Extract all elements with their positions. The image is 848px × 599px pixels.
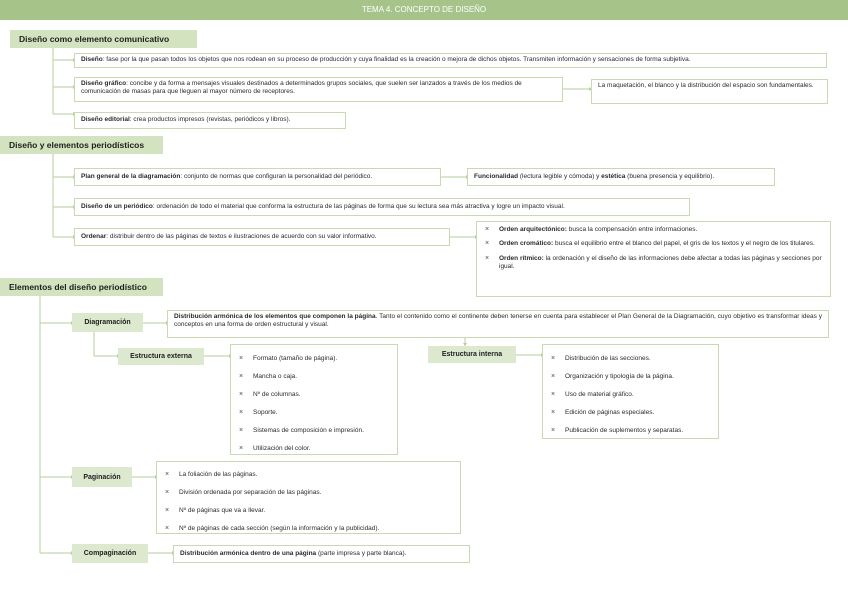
paginacion-node: Paginación bbox=[72, 467, 132, 487]
page-title: TEMA 4. CONCEPTO DE DISEÑO bbox=[0, 0, 848, 20]
orden-list bbox=[483, 226, 824, 272]
list-item: × Mancha o caja. bbox=[237, 368, 391, 386]
list-item: × Uso de material gráfico. bbox=[549, 386, 712, 404]
list-item: × División ordenada por separación de las páginas. bbox=[163, 484, 454, 502]
definition: (buena presencia y equilibrio). bbox=[625, 172, 715, 180]
diagramacion-definition-box bbox=[167, 310, 829, 338]
term: Ordenar bbox=[81, 232, 107, 240]
diseno-grafico-box bbox=[74, 77, 563, 102]
definition: (parte impresa y parte blanca). bbox=[316, 549, 407, 557]
list-item: × Formato (tamaño de página). bbox=[237, 350, 391, 368]
list-item: × Publicación de suplementos y separatas. bbox=[549, 422, 712, 440]
term: Diseño gráfico bbox=[81, 80, 127, 87]
tipos-orden-box bbox=[476, 221, 831, 297]
estructura-interna-list-box bbox=[542, 344, 719, 439]
paginacion-list bbox=[163, 466, 454, 538]
diseno-editorial-box bbox=[74, 112, 346, 129]
definition: : crea productos impresos (revistas, periódicos y libros). bbox=[129, 116, 291, 124]
list-item: × Organización y tipología de la página. bbox=[549, 368, 712, 386]
definition: : fase por la que pasan todos los objetos que nos rodean en su proceso de producción y cuya finalidad es la creación o mejora de dichos objetos. Transmiten información y sensaciones de forma subjetiva. bbox=[102, 56, 691, 64]
term: Plan general de la diagramación bbox=[81, 172, 181, 180]
list-item: × Orden arquitectónico: busca la compensación entre informaciones. bbox=[483, 226, 824, 234]
estructura-externa-node: Estructura externa bbox=[118, 348, 204, 365]
interna-list bbox=[549, 350, 712, 440]
estructura-externa-list-box bbox=[230, 344, 398, 455]
definition: : ordenación de todo el material que conforma la estructura de las páginas de forma que su lectura sea más atractiva y logre un impacto visual. bbox=[152, 202, 565, 210]
plan-general-box bbox=[74, 168, 441, 186]
term: Diseño de un periódico bbox=[81, 202, 153, 210]
diseno-periodico-box bbox=[74, 198, 690, 216]
diseno-definition-box bbox=[74, 53, 827, 68]
section-heading-diseno-comunicativo: Diseño como elemento comunicativo bbox=[10, 30, 197, 48]
term: estética bbox=[601, 172, 626, 180]
list-item: × Sistemas de composición e impresión. bbox=[237, 422, 391, 440]
definition: : concibe y da forma a mensajes visuales destinados a determinados grupos sociales, que suelen ser lanzados a través de los medios de comunicación de masas para que lleguen al mayor número de receptores. bbox=[81, 80, 522, 96]
section-heading-elementos-periodisticos: Diseño y elementos periodísticos bbox=[0, 136, 163, 154]
list-item: × Edición de páginas especiales. bbox=[549, 404, 712, 422]
list-item: × Nº de columnas. bbox=[237, 386, 391, 404]
term: Funcionalidad bbox=[474, 172, 519, 180]
maquetacion-note-box: La maquetación, el blanco y la distribución del espacio son fundamentales. bbox=[591, 79, 828, 104]
term: Distribución armónica dentro de una página bbox=[180, 549, 317, 557]
paginacion-list-box bbox=[156, 461, 461, 534]
diagramacion-node: Diagramación bbox=[72, 313, 143, 332]
list-item: × Orden cromático: busca el equilibrio entre el blanco del papel, el gris de los textos y el negro de los titulares. bbox=[483, 240, 824, 248]
term: Distribución armónica de los elementos que componen la página bbox=[174, 313, 376, 320]
definition: : distribuir dentro de las páginas de textos e ilustraciones de acuerdo con su valor informativo. bbox=[106, 232, 377, 240]
externa-list bbox=[237, 350, 391, 458]
compaginacion-node: Compaginación bbox=[72, 544, 148, 563]
term: Diseño bbox=[81, 56, 103, 64]
list-item: × Nº de páginas que va a llevar. bbox=[163, 502, 454, 520]
list-item: × Utilización del color. bbox=[237, 440, 391, 458]
list-item: × La foliación de las páginas. bbox=[163, 466, 454, 484]
definition: . Tanto el contenido como el continente deben tenerse en cuenta para establecer el Plan General de la Diagramación, cuyo objetivo es transformar ideas y conceptos en una forma de orden estructural y visual. bbox=[174, 313, 822, 329]
ordenar-box bbox=[74, 228, 450, 246]
compaginacion-definition-box bbox=[173, 545, 470, 563]
list-item: × Distribución de las secciones. bbox=[549, 350, 712, 368]
section-heading-elementos-diseno: Elementos del diseño periodístico bbox=[0, 278, 163, 296]
definition: : conjunto de normas que configuran la personalidad del periódico. bbox=[180, 172, 373, 180]
funcionalidad-estetica-box bbox=[467, 168, 775, 186]
definition: (lectura legible y cómoda) y bbox=[518, 172, 602, 180]
term: Diseño editorial bbox=[81, 116, 130, 124]
list-item: × Soporte. bbox=[237, 404, 391, 422]
estructura-interna-node: Estructura interna bbox=[428, 346, 516, 363]
list-item: × Orden rítmico: la ordenación y el diseño de las informaciones debe afectar a todas las páginas y secciones por igual. bbox=[483, 255, 824, 272]
list-item: × Nº de páginas de cada sección (según la información y la publicidad). bbox=[163, 520, 454, 538]
